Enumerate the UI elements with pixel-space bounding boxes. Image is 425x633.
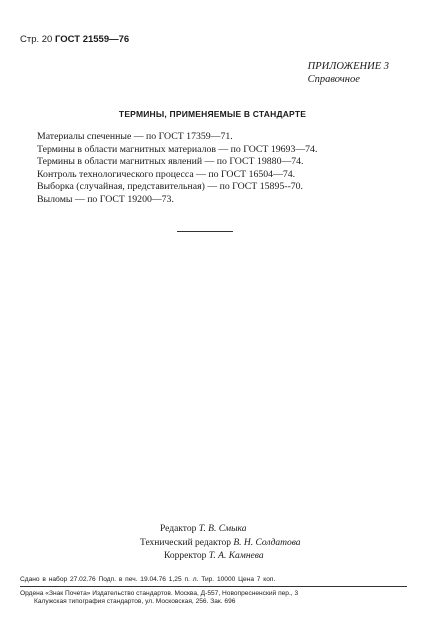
term-item: Термины в области магнитных материалов — по ГОСТ 19693—74.: [37, 143, 318, 155]
tech-editor-label: Технический редактор: [140, 537, 231, 548]
page-number: Стр. 20: [20, 34, 53, 45]
appendix-subtitle: Справочное: [307, 74, 360, 85]
section-title: ТЕРМИНЫ, ПРИМЕНЯЕМЫЕ В СТАНДАРТЕ: [118, 109, 307, 119]
imprint-publisher: Ордена «Знак Почета» Издательство стандартов. Москва, Д-557, Новопресненский пер., 3: [20, 590, 299, 597]
appendix-label: [308, 60, 389, 86]
term-item: Контроль технологического процесса — по ГОСТ 16504—74.: [37, 168, 296, 180]
terms-list: [37, 131, 317, 207]
term-item: Материалы спеченные — по ГОСТ 17359—71.: [37, 131, 233, 142]
imprint-print-info: Сдано в набор 27.02.76 Подп. в печ. 19.04.76 1,25 п. л. Тир. 10000 Цена 7 коп.: [20, 576, 276, 583]
imprint-printer: Калужская типография стандартов, ул. Московская, 256. Зак. 696: [34, 598, 236, 605]
page-header: [20, 34, 129, 45]
credits-block: [140, 523, 301, 564]
term-item: Выломы — по ГОСТ 19200—73.: [37, 193, 174, 205]
appendix-title: ПРИЛОЖЕНИЕ 3: [307, 61, 389, 72]
imprint-block: [20, 575, 407, 605]
corrector-name: Т. А. Камнева: [208, 551, 264, 561]
standard-number: ГОСТ 21559—76: [54, 34, 130, 45]
term-item: Термины в области магнитных явлений — по ГОСТ 19880—74.: [37, 156, 304, 168]
term-item: Выборка (случайная, представительная) — по ГОСТ 15895--70.: [37, 181, 304, 193]
tech-editor-name: В. Н. Солдатова: [233, 537, 301, 548]
tech-editor-line: [140, 537, 301, 551]
divider: [177, 231, 233, 232]
corrector-line: [159, 550, 301, 564]
editor-name: Т. В. Смыка: [198, 524, 247, 534]
imprint-divider: [20, 586, 407, 587]
editor-label: Редактор: [160, 524, 197, 534]
corrector-label: Корректор: [164, 551, 207, 561]
editor-line: [159, 523, 301, 537]
